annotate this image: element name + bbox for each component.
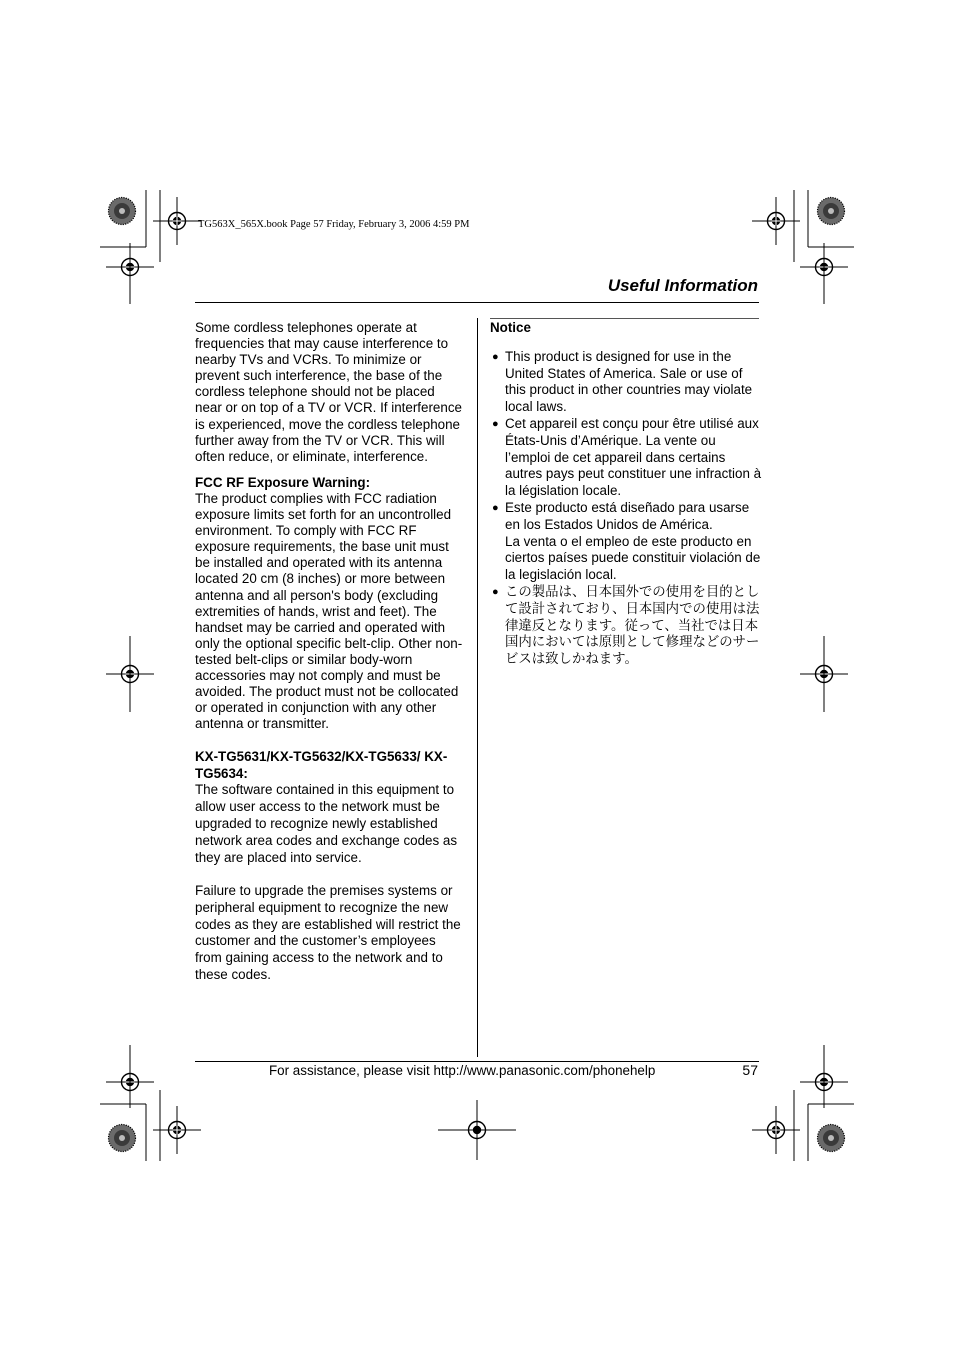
notice-bullet-spanish: ● Este producto está diseñado para usarse en los Estados Unidos de América. La venta o el empleo de este producto en ciertos países puede constituir violación de la legislación local.: [492, 499, 761, 583]
notice-bullet-french: ● Cet appareil est conçu pour être utilisé aux États-Unis d’Amérique. La vente ou l’emploi de cet appareil dans certains autres pays peut constituer une infraction à la législation locale.: [492, 415, 762, 499]
notice-bullet-spanish-extra: La venta o el empleo de este producto en ciertos países puede constituir violación de la legislación local.: [505, 533, 761, 583]
notice-title: Notice: [490, 320, 531, 335]
registration-mark: [752, 1106, 800, 1154]
software-paragraph: The software contained in this equipment to allow user access to the network must be upgraded to recognize newly established network area codes and exchange codes as they are placed into service.: [195, 782, 458, 865]
notice-column: [490, 320, 762, 668]
registration-star-mark: [818, 198, 845, 225]
model-heading: KX-TG5631/KX-TG5632/KX-TG5633/ KX-TG5634:: [195, 748, 448, 781]
notice-rule: [490, 318, 759, 319]
column-divider: [477, 318, 478, 1057]
assistance-footer: For assistance, please visit http://www.panasonic.com/phonehelp: [269, 1063, 656, 1078]
left-column: [195, 320, 463, 984]
print-slug: TG563X_565X.book Page 57 Friday, February 3, 2006 4:59 PM: [198, 219, 470, 230]
registration-star-mark: [818, 1125, 845, 1152]
upgrade-paragraph: Failure to upgrade the premises systems or peripheral equipment to recognize the new codes as they are established will restrict the customer and the customer’s employees from gaining access to the network and to these codes.: [195, 882, 461, 982]
footer-rule: [195, 1061, 759, 1062]
header-rule: [195, 302, 759, 303]
fcc-paragraph: The product complies with FCC radiation exposure limits set forth for an uncontrolled environment. To comply with FCC RF exposure requirements, the base unit must be installed and operated with its antenna located 20 cm (8 inches) or more between antenna and all person's body (excluding extremities of hands, wrist and feet). The handset may be carried and operated with only the optional specific belt-clip. Other non-tested belt-clips or similar body-worn accessories may not comply and must be avoided. The product must not be collocated or operated in conjunction with any other antenna or transmitter.: [195, 490, 463, 732]
bullet-icon: ●: [492, 585, 499, 598]
bullet-icon: ●: [492, 417, 499, 430]
section-title: Useful Information: [607, 276, 758, 295]
bullet-icon: ●: [492, 501, 499, 514]
bullet-icon: ●: [492, 350, 499, 363]
notice-bullet-japanese: ● この製品は、日本国外での使用を目的として設計されており、日本国内での使用は法律違反となります。従って、当社では日本国内においては原則として修理などのサービスは致しかねます。: [492, 583, 760, 667]
notice-bullet-english: ● This product is designed for use in the United States of America. Sale or use of this product in other countries may violate local laws.: [492, 348, 753, 415]
interference-paragraph: Some cordless telephones operate at frequencies that may cause interference to nearby TVs and VCRs. To minimize or prevent such interference, the base of the cordless telephone should not be placed near or on top of a TV or VCR. If interference is experienced, move the cordless telephone further away from the TV or VCR. This will often reduce, or eliminate, interference.: [195, 320, 462, 464]
registration-mark: [752, 197, 800, 245]
registration-star-mark: [109, 1125, 136, 1152]
registration-star-mark: [109, 198, 136, 225]
page-number: 57: [742, 1062, 758, 1078]
fcc-heading: FCC RF Exposure Warning:: [195, 474, 371, 490]
